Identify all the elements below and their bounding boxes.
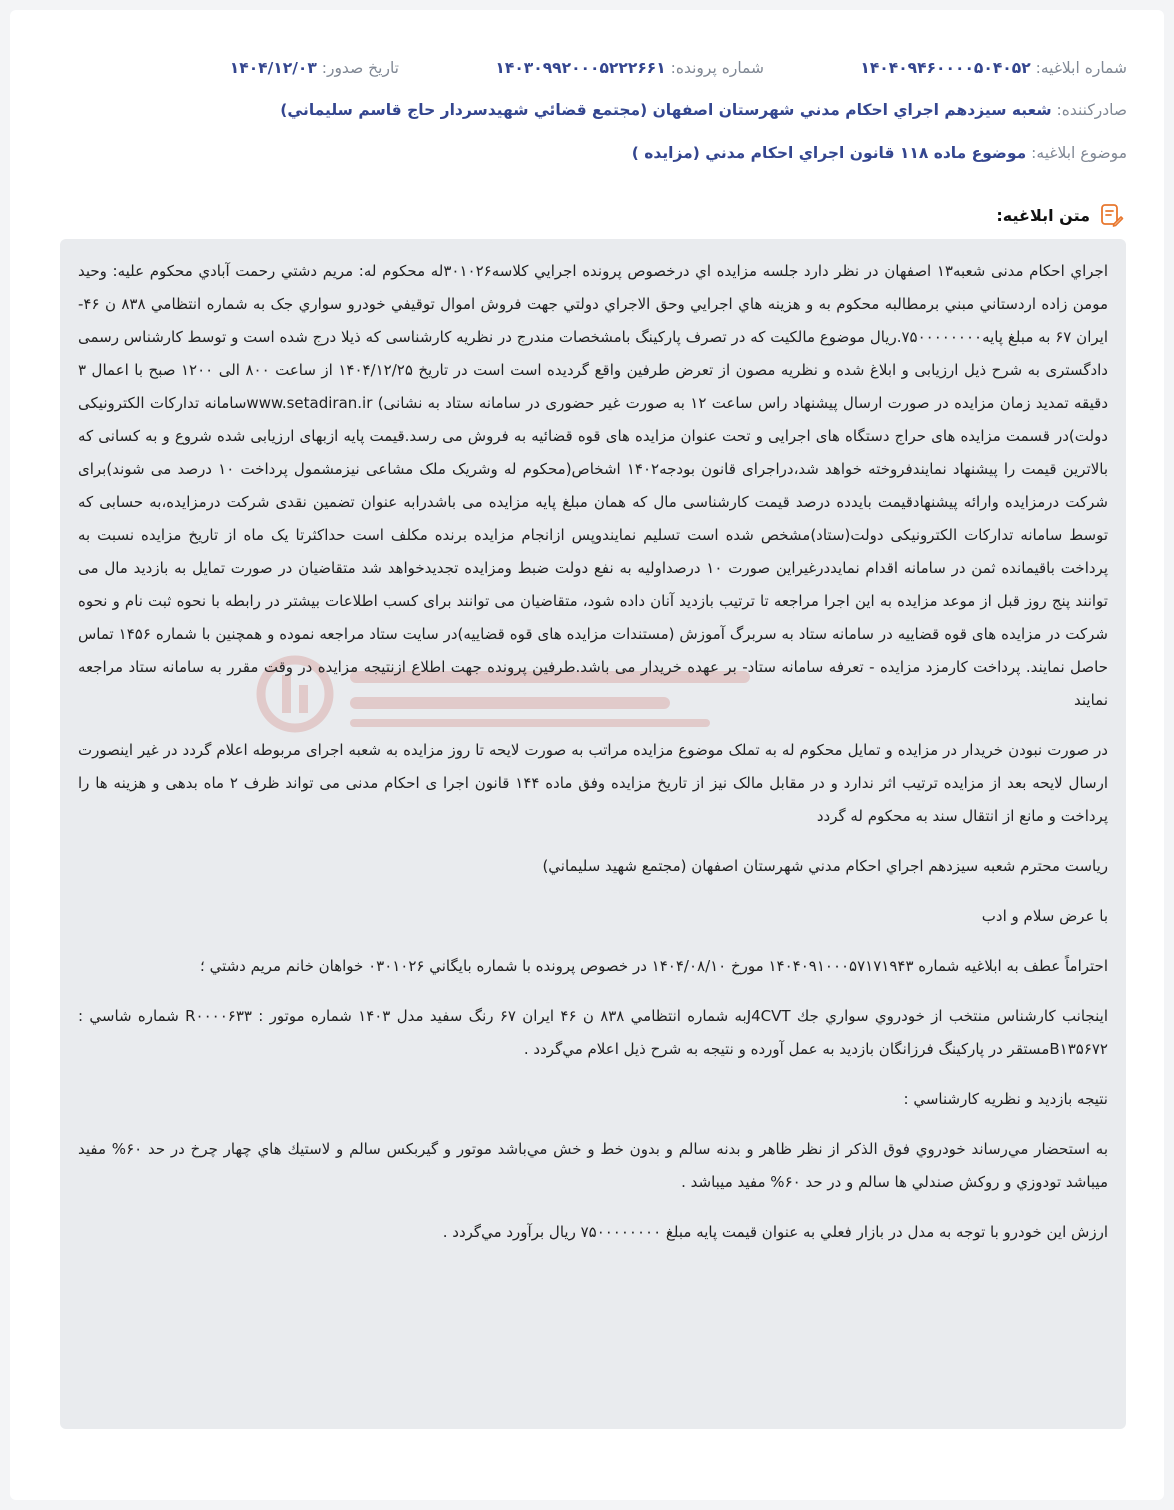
section-title-text: متن ابلاغيه:	[996, 205, 1090, 225]
section-title	[996, 202, 1124, 228]
paragraph-auction-notice: اجراي احکام مدنی شعبه۱۳ اصفهان در نظر دارد جلسه مزايده اي درخصوص پرونده اجرايي کلاسه۳۰۱۰۲۶له محکوم له: مريم دشتي رحمت آبادي محکوم عليه: وحيد مومن زاده اردستاني مبني برمطالبه محکوم به و هزينه هاي اجرايي وحق الاجراي دولتي جهت فروش اموال توقيفي خودرو سواري جک به شماره انتظامي ۸۳۸ ن ۴۶-ايران ۶۷ به مبلغ پايه۷۵۰۰۰۰۰۰۰۰.ريال موضوع مالکيت که در تصرف پارکينگ بامشخصات مندرج در نظريه کارشناسی که ذيلا درج شده است و توسط کارشناس رسمی دادگستری به شرح ذيل ارزيابی و ابلاغ شده و نظريه مصون از تعرض طرفين واقع گرديده است است در تاريخ ۱۴۰۴/۱۲/۲۵ از ساعت ۸۰۰ الی ۱۲۰۰ صبح با اعمال ۳ دقيقه تمديد زمان مزايده در صورت ارسال پيشنهاد راس ساعت ۱۲ به صورت غير حضوری در سامانه ستاد به نشانی) www.setadiran.irسامانه تدارکات الکترونيکی دولت)در قسمت مزايده های حراج دستگاه های اجرايی و تحت عنوان مزايده های قوه قضائيه به فروش می رسد.قيمت پايه ازبهای ارزيابی شده شروع و به کسانی که بالاترين قيمت را پيشنهاد نمايندفروخته خواهد شد،دراجرای قانون بودجه۱۴۰۲ اشخاص(محکوم له وشريک ملک مشاعی نيزمشمول پرداخت ۱۰ درصد می شوند)برای شرکت درمزايده وارائه پيشنهادقيمت بايدده درصد قيمت کارشناسی مال که همان مبلغ پايه مزايده می باشدرابه عنوان تضمين نقدی شرکت درمزايده،به حسابی که توسط سامانه تدارکات الکترونيکی دولت(ستاد)مشخص شده است تسليم نمايندوپس ازانجام مزايده برنده مکلف است حداکثرتا يک ماه از تاريخ مزايده نسبت به پرداخت باقيمانده ثمن در سامانه اقدام نمايددرغيراين صورت ۱۰ درصداوليه به نفع دولت ضبط ومزايده تجديدخواهد شد متقاضيان در صورت تمايل به بازديد مال می توانند پنج روز قبل از موعد مزايده به اين اجرا مراجعه تا ترتيب بازديد آنان داده شود، متقاضيان می توانند برای کسب اطلاعات بيشتر در رابطه با نحوه ثبت نام و نحوه شرکت در مزايده های قوه قضاييه در سامانه ستاد به سربرگ آموزش (مستندات مزايده های قوه قضاييه)در سايت ستاد مراجعه نموده و همچنين با شماره ۱۴۵۶ تماس حاصل نمايند. پرداخت کارمزد مزايده - تعرفه سامانه ستاد- بر عهده خريدار می باشد.طرفين پرونده جهت اطلاع ازنتيجه مزايده در وقت مقرر به سامانه ستاد مراجعه نمايند	[78, 262, 1109, 709]
issuer-label: صادرکننده:	[1056, 101, 1127, 119]
paragraph-no-buyer: در صورت نبودن خريدار در مزايده و تمايل محکوم له به تملک موضوع مزايده مراتب به صورت لايحه تا روز مزايده به شعبه اجرای مربوطه اعلام گردد در غير اينصورت ارسال لايحه بعد از مزايده ترتيب اثر ندارد و در مقابل مالک نيز از تاريخ مزايده وفق ماده ۱۴۴ قانون اجرا ی احکام مدنی می تواند ظرف ۲ ماه بدهی و هزينه ها را پرداخت و مانع از انتقال سند به محکوم له گردد	[78, 741, 1108, 825]
subject-value: موضوع ماده ۱۱۸ قانون اجراي احکام مدني (مزايده )	[631, 144, 1027, 162]
notice-number	[860, 56, 1127, 80]
notice-number-value: ۱۴۰۴۰۹۴۶۰۰۰۰۵۰۴۰۵۲	[860, 59, 1031, 77]
paragraph-addressee: رياست محترم شعبه سيزدهم اجراي احکام مدني شهرستان اصفهان (مجتمع شهيد سليماني)	[542, 857, 1108, 875]
issue-date-value: ۱۴۰۴/۱۲/۰۳	[229, 59, 317, 77]
case-number-value: ۱۴۰۳۰۹۹۲۰۰۰۵۲۲۲۶۶۱	[495, 59, 666, 77]
notice-body-text	[78, 255, 1108, 1266]
issue-date-label: تاريخ صدور:	[321, 59, 399, 77]
notice-card	[10, 10, 1164, 1500]
notice-number-label: شماره ابلاغيه:	[1035, 59, 1127, 77]
notice-body	[60, 239, 1126, 1429]
case-number	[495, 56, 764, 80]
paragraph-reference: احتراماً عطف به ابلاغيه شماره ۱۴۰۴۰۹۱۰۰۰۵۷۱۷۱۹۴۳ مورخ ۱۴۰۴/۰۸/۱۰ در خصوص پرونده با شماره بايگاني ۰۳۰۱۰۲۶ خواهان خانم مريم دشتي ؛	[200, 957, 1108, 975]
paragraph-result-heading: نتيجه بازديد و نظريه کارشناسي :	[903, 1090, 1108, 1108]
document-edit-icon	[1098, 202, 1124, 228]
paragraph-inspection-result: به استحضار مي‌رساند خودروي فوق الذکر از نظر ظاهر و بدنه سالم و بدون خط و خش مي‌باشد موتور و گيربکس سالم و لاستيك هاي چهار چرخ در حد ۶۰% مفيد ميباشد تودوزي و روكش صندلي ها سالم و در حد ۶۰% مفيد ميباشد .	[78, 1140, 1109, 1191]
paragraph-valuation: ارزش اين خودرو با توجه به مدل در بازار فعلي به عنوان قيمت پايه مبلغ ۷۵۰۰۰۰۰۰۰۰ ريال برآورد مي‌گردد .	[442, 1223, 1108, 1241]
paragraph-vehicle-details: اينجانب کارشناس منتخب از خودروي سواري جك J4CVTبه شماره انتظامي ۸۳۸ ن ۴۶ ايران ۶۷ رنگ سفيد مدل ۱۴۰۳ شماره موتور : R۰۰۰۰۶۳۳ شماره شاسي : B۱۳۵۶۷۲مستقر در پارکينگ فرزانگان بازديد به عمل آورده و نتيجه به شرح ذيل اعلام مي‌گردد .	[78, 1007, 1108, 1058]
issuer-value: شعبه سيزدهم اجراي احکام مدني شهرستان اصفهان (مجتمع قضائي شهيدسردار حاج قاسم سليماني)	[280, 101, 1052, 119]
paragraph-greeting: با عرض سلام و ادب	[981, 907, 1108, 925]
case-number-label: شماره پرونده:	[670, 59, 764, 77]
issuer	[280, 98, 1127, 122]
subject	[632, 141, 1127, 165]
issue-date	[230, 56, 399, 80]
subject-label: موضوع ابلاغيه:	[1031, 144, 1127, 162]
